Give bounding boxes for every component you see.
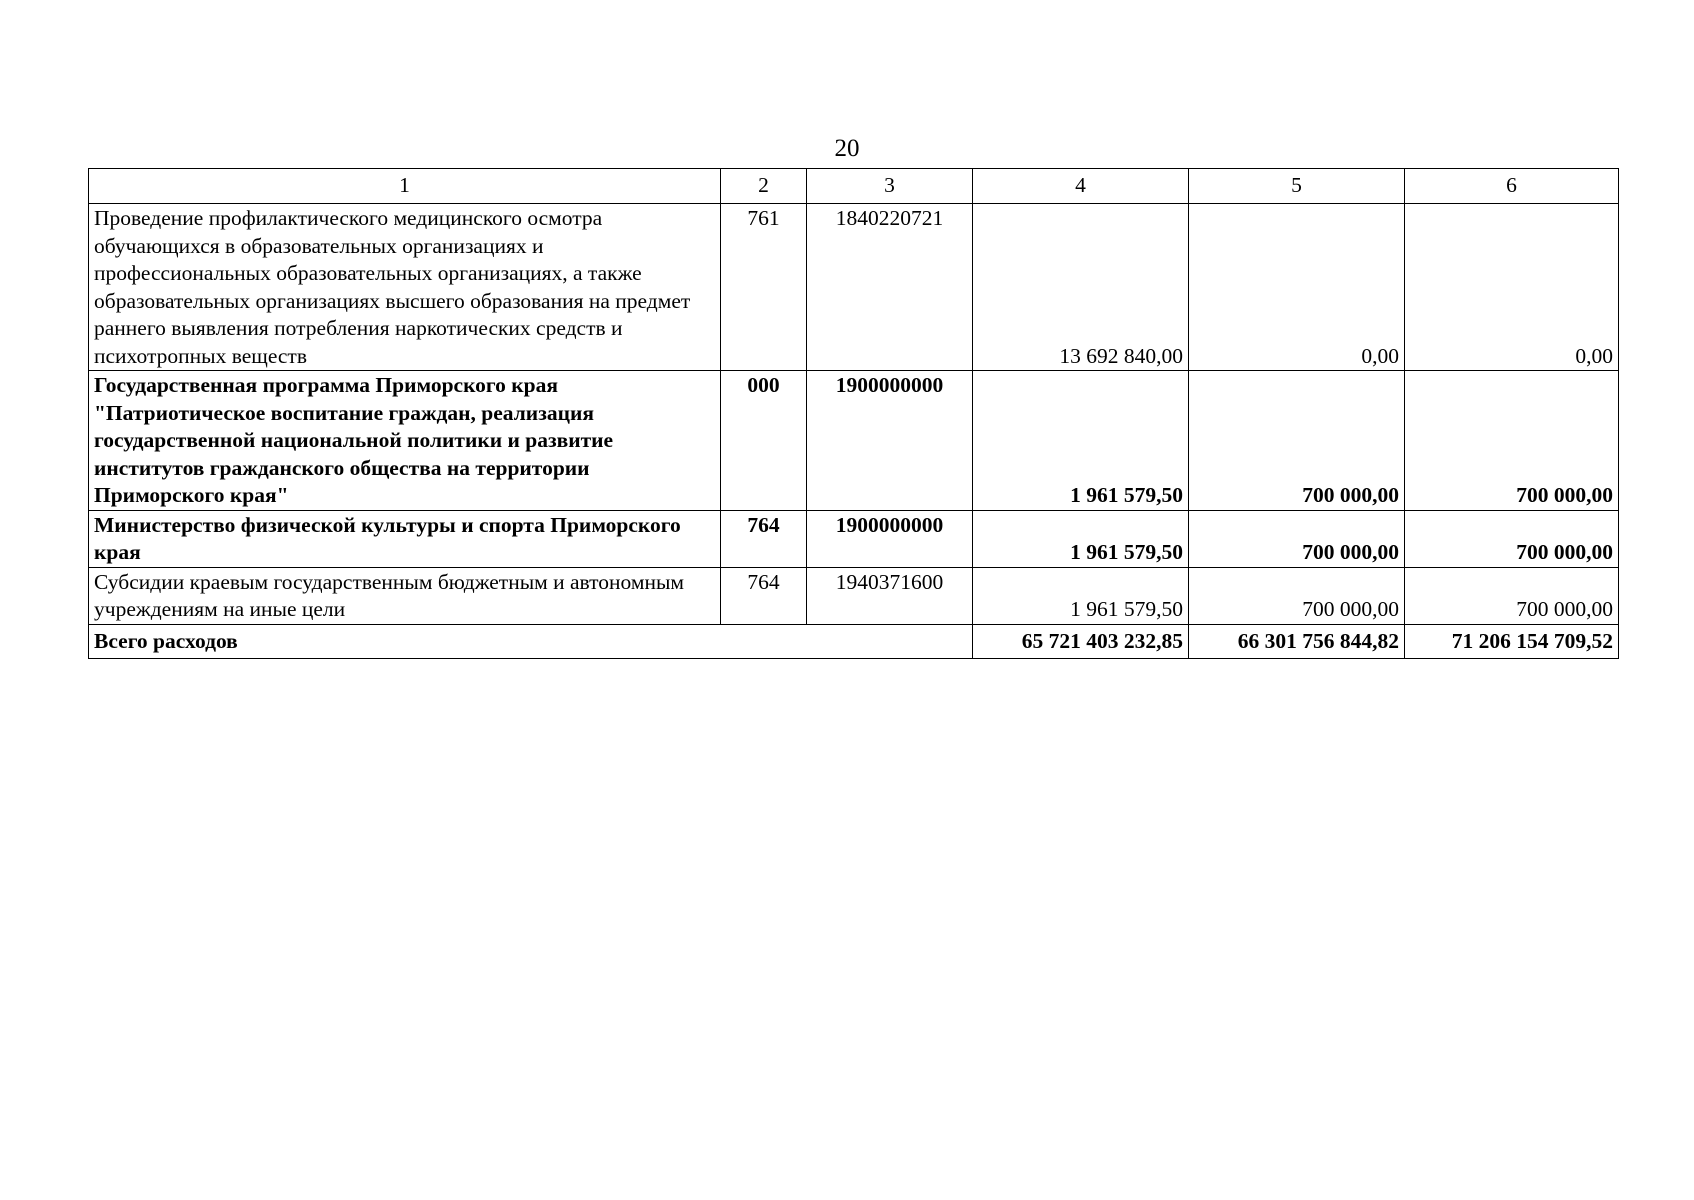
page-number: 20 <box>834 135 860 162</box>
target-code: 1940371600 <box>807 567 973 624</box>
expenditure-table <box>88 168 1619 659</box>
column-number-3: 3 <box>807 169 973 204</box>
table-row <box>89 510 1619 567</box>
amount-year-1: 1 961 579,50 <box>973 510 1189 567</box>
ministry-code: 761 <box>721 204 807 371</box>
total-amount-year-1: 65 721 403 232,85 <box>973 624 1189 658</box>
total-label: Всего расходов <box>89 624 973 658</box>
table-row <box>89 567 1619 624</box>
amount-year-1: 1 961 579,50 <box>973 371 1189 511</box>
ministry-code: 764 <box>721 567 807 624</box>
amount-year-2: 700 000,00 <box>1189 567 1405 624</box>
target-code: 1900000000 <box>807 371 973 511</box>
amount-year-1: 13 692 840,00 <box>973 204 1189 371</box>
ministry-code: 000 <box>721 371 807 511</box>
column-number-4: 4 <box>973 169 1189 204</box>
amount-year-2: 700 000,00 <box>1189 371 1405 511</box>
target-code: 1840220721 <box>807 204 973 371</box>
column-number-5: 5 <box>1189 169 1405 204</box>
amount-year-3: 700 000,00 <box>1405 567 1619 624</box>
total-amount-year-3: 71 206 154 709,52 <box>1405 624 1619 658</box>
ministry-code: 764 <box>721 510 807 567</box>
amount-year-1: 1 961 579,50 <box>973 567 1189 624</box>
column-number-6: 6 <box>1405 169 1619 204</box>
table-row <box>89 204 1619 371</box>
amount-year-2: 0,00 <box>1189 204 1405 371</box>
row-name: Министерство физической культуры и спорта Приморского края <box>89 510 721 567</box>
total-amount-year-2: 66 301 756 844,82 <box>1189 624 1405 658</box>
amount-year-3: 0,00 <box>1405 204 1619 371</box>
target-code: 1900000000 <box>807 510 973 567</box>
column-number-row <box>89 169 1619 204</box>
column-number-1: 1 <box>89 169 721 204</box>
total-row <box>89 624 1619 658</box>
amount-year-2: 700 000,00 <box>1189 510 1405 567</box>
row-name: Государственная программа Приморского края "Патриотическое воспитание граждан, реализация государственной национальной политики и развитие институтов гражданского общества на территории Приморского края" <box>89 371 721 511</box>
amount-year-3: 700 000,00 <box>1405 371 1619 511</box>
amount-year-3: 700 000,00 <box>1405 510 1619 567</box>
row-name: Субсидии краевым государственным бюджетным и автономным учреждениям на иные цели <box>89 567 721 624</box>
table-row <box>89 371 1619 511</box>
column-number-2: 2 <box>721 169 807 204</box>
row-name: Проведение профилактического медицинского осмотра обучающихся в образовательных организациях и профессиональных образовательных организациях, а также образовательных организациях высшего образования на предмет раннего выявления потребления наркотических средств и психотропных веществ <box>89 204 721 371</box>
